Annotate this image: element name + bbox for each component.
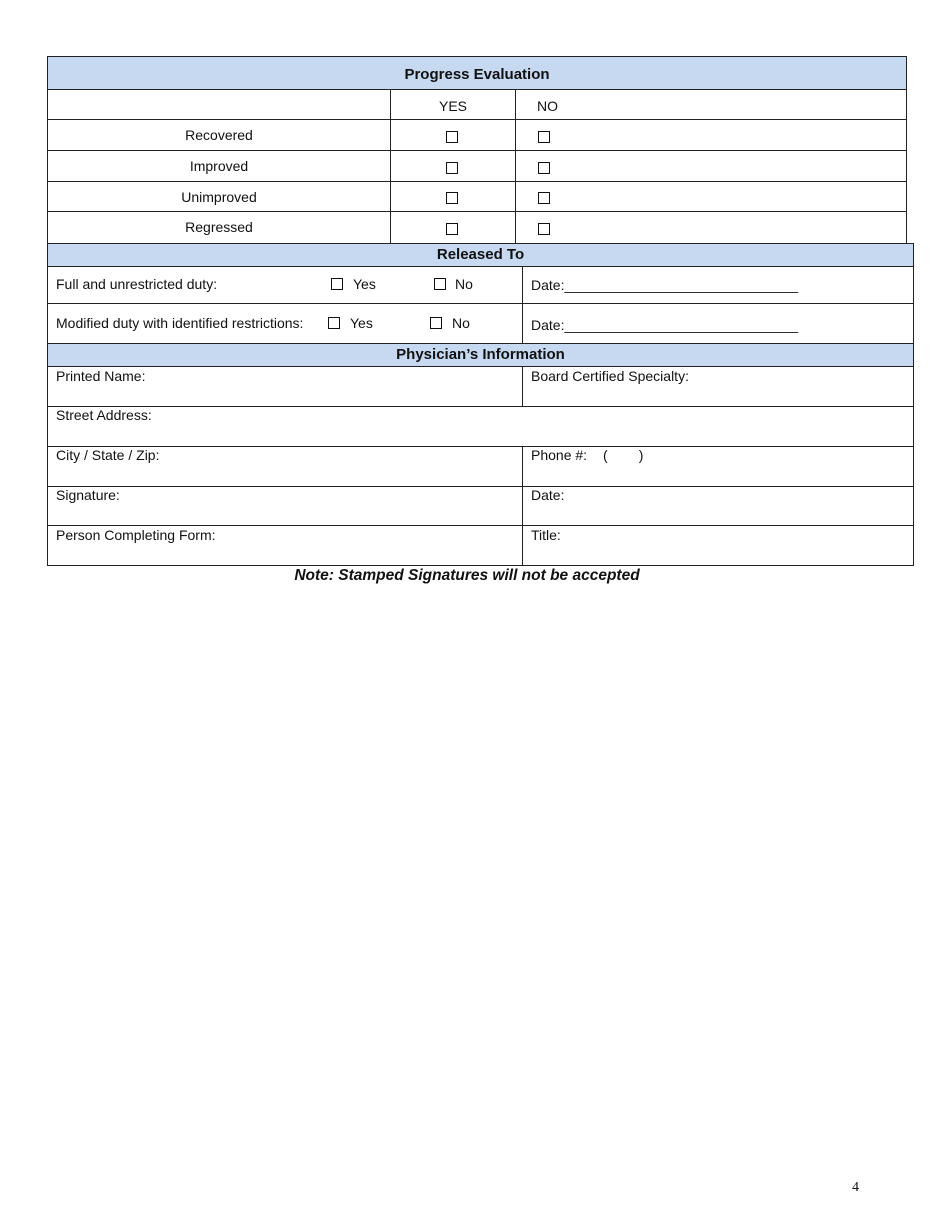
- modified-duty-yes-label: Yes: [350, 315, 373, 331]
- row-label-improved: Improved: [189, 158, 249, 174]
- released-to-header: [47, 243, 914, 267]
- modified-duty-label: Modified duty with identified restrictions:: [56, 315, 304, 331]
- recovered-yes-checkbox[interactable]: [446, 131, 458, 143]
- column-header-yes: YES: [439, 98, 468, 114]
- stamped-signatures-note: Note: Stamped Signatures will not be accepted: [294, 567, 640, 584]
- signature-date-field[interactable]: Date:: [531, 487, 565, 503]
- person-completing-field[interactable]: Person Completing Form:: [56, 527, 216, 543]
- phone-field[interactable]: Phone #:: [531, 447, 588, 463]
- progress-evaluation-title: Progress Evaluation: [404, 66, 550, 83]
- physician-info-header: [47, 343, 914, 367]
- full-duty-label: Full and unrestricted duty:: [56, 276, 218, 292]
- modified-duty-no-checkbox[interactable]: [430, 317, 442, 329]
- regressed-yes-checkbox[interactable]: [446, 223, 458, 235]
- improved-yes-checkbox[interactable]: [446, 162, 458, 174]
- progress-evaluation-header: [47, 56, 907, 90]
- modified-duty-date-field[interactable]: Date:______________________________: [531, 317, 799, 333]
- progress-evaluation-table: [47, 89, 907, 244]
- page-number: 4: [852, 1180, 859, 1195]
- released-to-title: Released To: [436, 246, 525, 263]
- column-header-no: NO: [537, 98, 558, 114]
- city-state-zip-field[interactable]: City / State / Zip:: [56, 447, 160, 463]
- regressed-no-checkbox[interactable]: [538, 223, 550, 235]
- row-label-unimproved: Unimproved: [181, 189, 257, 205]
- physician-info-table: [47, 366, 914, 566]
- row-label-regressed: Regressed: [185, 219, 253, 235]
- recovered-no-checkbox[interactable]: [538, 131, 550, 143]
- full-duty-no-label: No: [455, 276, 473, 292]
- modified-duty-no-label: No: [452, 315, 470, 331]
- full-duty-yes-label: Yes: [353, 276, 376, 292]
- printed-name-field[interactable]: Printed Name:: [56, 368, 146, 384]
- title-field[interactable]: Title:: [531, 527, 561, 543]
- unimproved-no-checkbox[interactable]: [538, 192, 550, 204]
- signature-field[interactable]: Signature:: [56, 487, 120, 503]
- board-specialty-field[interactable]: Board Certified Specialty:: [531, 368, 689, 384]
- phone-area-code: ( ): [603, 447, 644, 463]
- physician-info-title: Physician’s Information: [396, 346, 565, 363]
- full-duty-yes-checkbox[interactable]: [331, 278, 343, 290]
- row-label-recovered: Recovered: [185, 127, 253, 143]
- improved-no-checkbox[interactable]: [538, 162, 550, 174]
- unimproved-yes-checkbox[interactable]: [446, 192, 458, 204]
- full-duty-date-field[interactable]: Date:______________________________: [531, 277, 799, 293]
- full-duty-no-checkbox[interactable]: [434, 278, 446, 290]
- street-address-field[interactable]: Street Address:: [56, 407, 152, 423]
- modified-duty-yes-checkbox[interactable]: [328, 317, 340, 329]
- released-to-table: [47, 266, 914, 344]
